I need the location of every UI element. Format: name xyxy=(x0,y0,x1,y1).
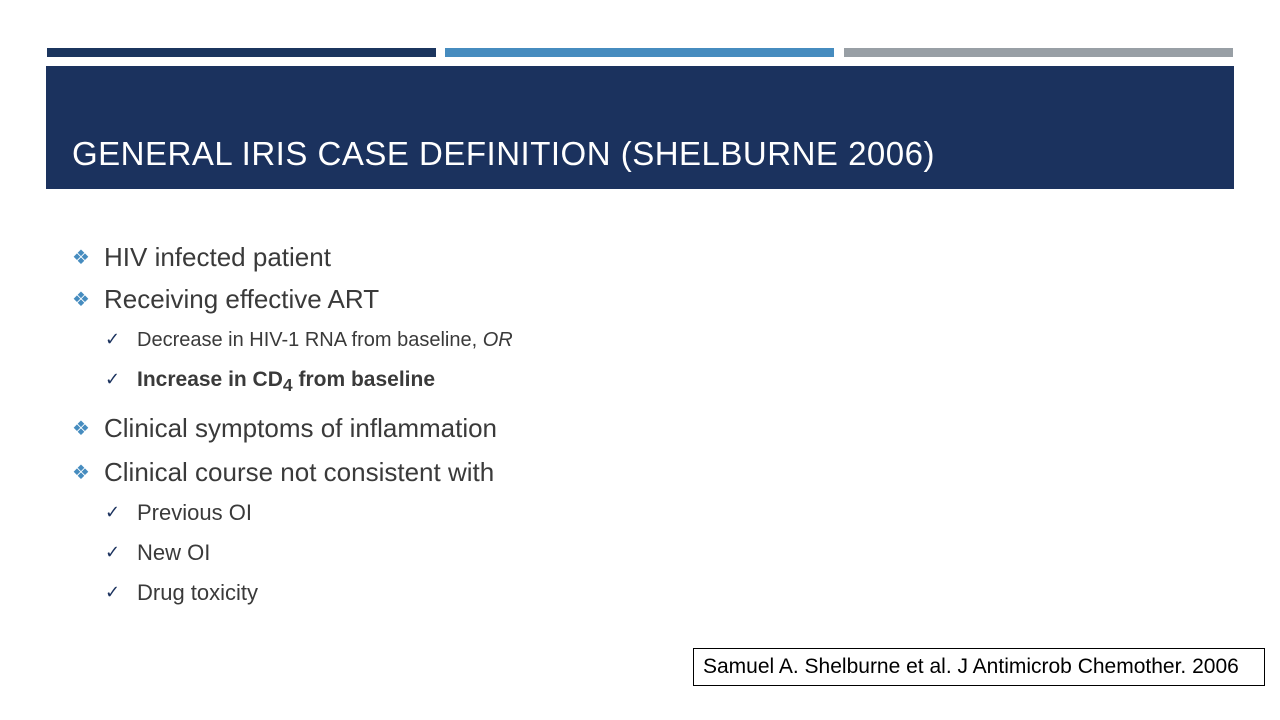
checkmark-icon: ✓ xyxy=(105,369,121,390)
bullet-list xyxy=(72,236,972,613)
sub-item-cd4-increase xyxy=(72,360,972,405)
bullet-text: Clinical symptoms of inflammation xyxy=(104,413,498,444)
bullet-item-effective-art xyxy=(72,278,972,320)
four-diamond-bullet-icon: ❖ xyxy=(72,245,90,269)
accent-bar-dark-blue xyxy=(47,48,436,57)
bullet-item-hiv-infected xyxy=(72,236,972,278)
sub-item-drug-toxicity xyxy=(72,573,972,613)
sub-item-new-oi xyxy=(72,533,972,573)
bullet-text: Receiving effective ART xyxy=(104,284,380,314)
bullet-item-inflammation xyxy=(72,407,972,449)
accent-bar-gray xyxy=(844,48,1233,57)
checkmark-icon: ✓ xyxy=(105,582,121,604)
checkmark-icon: ✓ xyxy=(105,542,121,564)
bullet-text: Clinical course not consistent with xyxy=(104,457,495,488)
checkmark-icon: ✓ xyxy=(105,329,121,350)
bullet-text: HIV infected patient xyxy=(104,242,331,272)
accent-bar-light-blue xyxy=(445,48,834,57)
four-diamond-bullet-icon: ❖ xyxy=(72,416,90,441)
bullet-item-clinical-course xyxy=(72,451,972,493)
sub-item-previous-oi xyxy=(72,493,972,533)
sub-item-emphasis: OR xyxy=(482,329,513,351)
sub-item-text: Decrease in HIV-1 RNA from baseline, xyxy=(137,329,483,351)
sub-item-text: New OI xyxy=(137,540,211,566)
checkmark-icon: ✓ xyxy=(105,502,121,524)
four-diamond-bullet-icon: ❖ xyxy=(72,460,90,485)
four-diamond-bullet-icon: ❖ xyxy=(72,287,90,311)
sub-item-hiv-rna-decrease xyxy=(72,320,972,360)
sub-item-text-after: from baseline xyxy=(292,368,436,391)
slide-title: GENERAL IRIS CASE DEFINITION (SHELBURNE 2006) xyxy=(72,135,935,172)
sub-item-text: Drug toxicity xyxy=(137,580,259,606)
sub-item-text: Previous OI xyxy=(137,500,252,526)
citation-box: Samuel A. Shelburne et al. J Antimicrob Chemother. 2006 xyxy=(693,648,1265,686)
title-band xyxy=(46,66,1234,189)
sub-item-text: Increase in CD xyxy=(137,368,283,391)
sub-item-subscript: 4 xyxy=(282,375,293,396)
